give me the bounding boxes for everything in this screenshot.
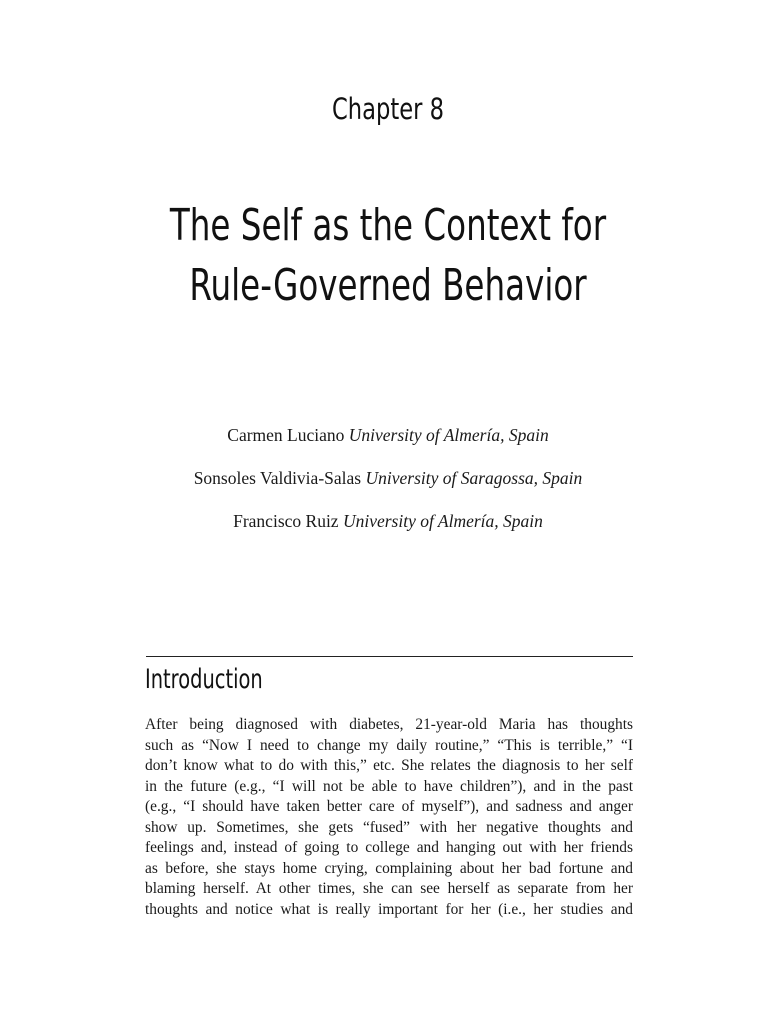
chapter-label: Chapter 8 [331,92,445,126]
author-affiliation: University of Almería, Spain [342,511,543,531]
body-line: in the future (e.g., “I will not be able to have children”), and in the past [145,777,633,795]
body-line: thoughts and notice what is really important for her (i.e., her studies and [145,900,633,918]
body-line: (e.g., “I should have taken better care of myself”), and sadness and anger [145,798,633,815]
body-line: don’t know what to do with this,” etc. She relates the diagnosis to her self [145,757,633,774]
chapter-title [101,196,675,316]
body-paragraph [145,715,633,920]
author-affiliation: University of Almería, Spain [348,425,549,445]
author-name: Sonsoles Valdivia-Salas [193,468,362,488]
body-line: show up. Sometimes, she gets “fused” with her negative thoughts and [145,818,633,836]
author-name: Carmen Luciano [227,425,345,445]
body-line: as before, she stays home crying, complaining about her bad fortune and [145,859,633,877]
body-line: such as “Now I need to change my daily routine,” “This is terrible,” “I [145,736,633,754]
author-list [0,424,768,553]
author-affiliation: University of Saragossa, Spain [365,468,583,488]
author-entry [0,424,768,467]
body-line: feelings and, instead of going to college and hanging out with her friends [145,839,633,856]
author-name: Francisco Ruiz [233,511,339,531]
body-line: blaming herself. At other times, she can see herself as separate from her [145,880,633,897]
body-line: After being diagnosed with diabetes, 21-year-old Maria has thoughts [145,716,633,733]
section-divider [146,656,633,657]
chapter-title-line-2: Rule-Governed Behavior [189,260,587,311]
author-entry [0,510,768,553]
author-entry [0,467,768,510]
section-heading: Introduction [145,664,263,695]
chapter-title-line-1: The Self as the Context for [169,200,607,251]
